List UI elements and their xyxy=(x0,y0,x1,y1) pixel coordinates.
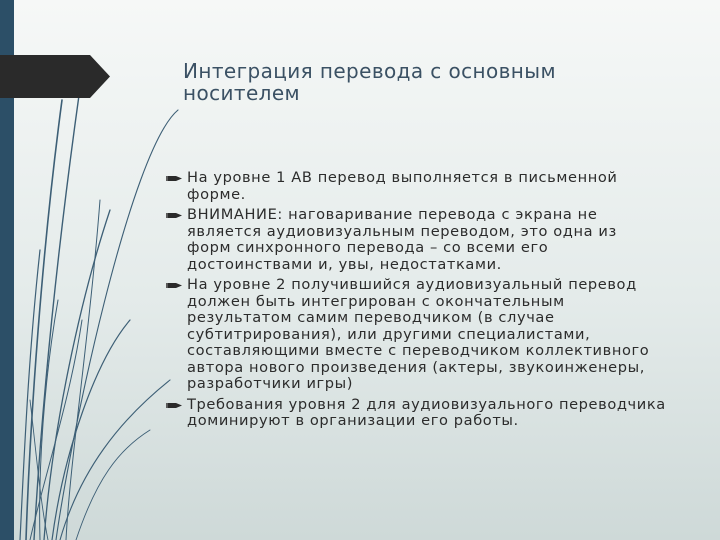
bullet-item xyxy=(166,170,666,203)
bullet-text: Требования уровня 2 для аудиовизуального переводчика доминируют в организации его работы. xyxy=(187,395,666,429)
bullet-text: На уровне 1 АВ перевод выполняется в письменной форме. xyxy=(187,169,618,203)
bullet-item xyxy=(166,207,666,273)
pencil-icon xyxy=(166,400,182,411)
bullet-item xyxy=(166,397,666,430)
bullet-list xyxy=(166,170,666,434)
bullet-text: ВНИМАНИЕ: наговаривание перевода с экрана не является аудиовизуальным переводом, это одна из форм синхронного перевода – со всеми его достоинствами и, увы, недостатками. xyxy=(187,206,617,273)
bullet-item xyxy=(166,277,666,393)
slide-title: Интеграция перевода с основным носителем xyxy=(183,59,556,105)
bullet-text: На уровне 2 получившийся аудиовизуальный перевод должен быть интегрирован с окончательным результатом самим переводчиком (в случае субтитрирования), или другими специалистами, составляющими вместе с переводчиком коллективного автора нового произведения (актеры, звукоинженеры, разработчики игры) xyxy=(187,276,650,392)
pencil-icon xyxy=(166,173,182,184)
pencil-icon xyxy=(166,280,182,291)
title-tab xyxy=(0,55,110,98)
pencil-icon xyxy=(166,210,182,221)
